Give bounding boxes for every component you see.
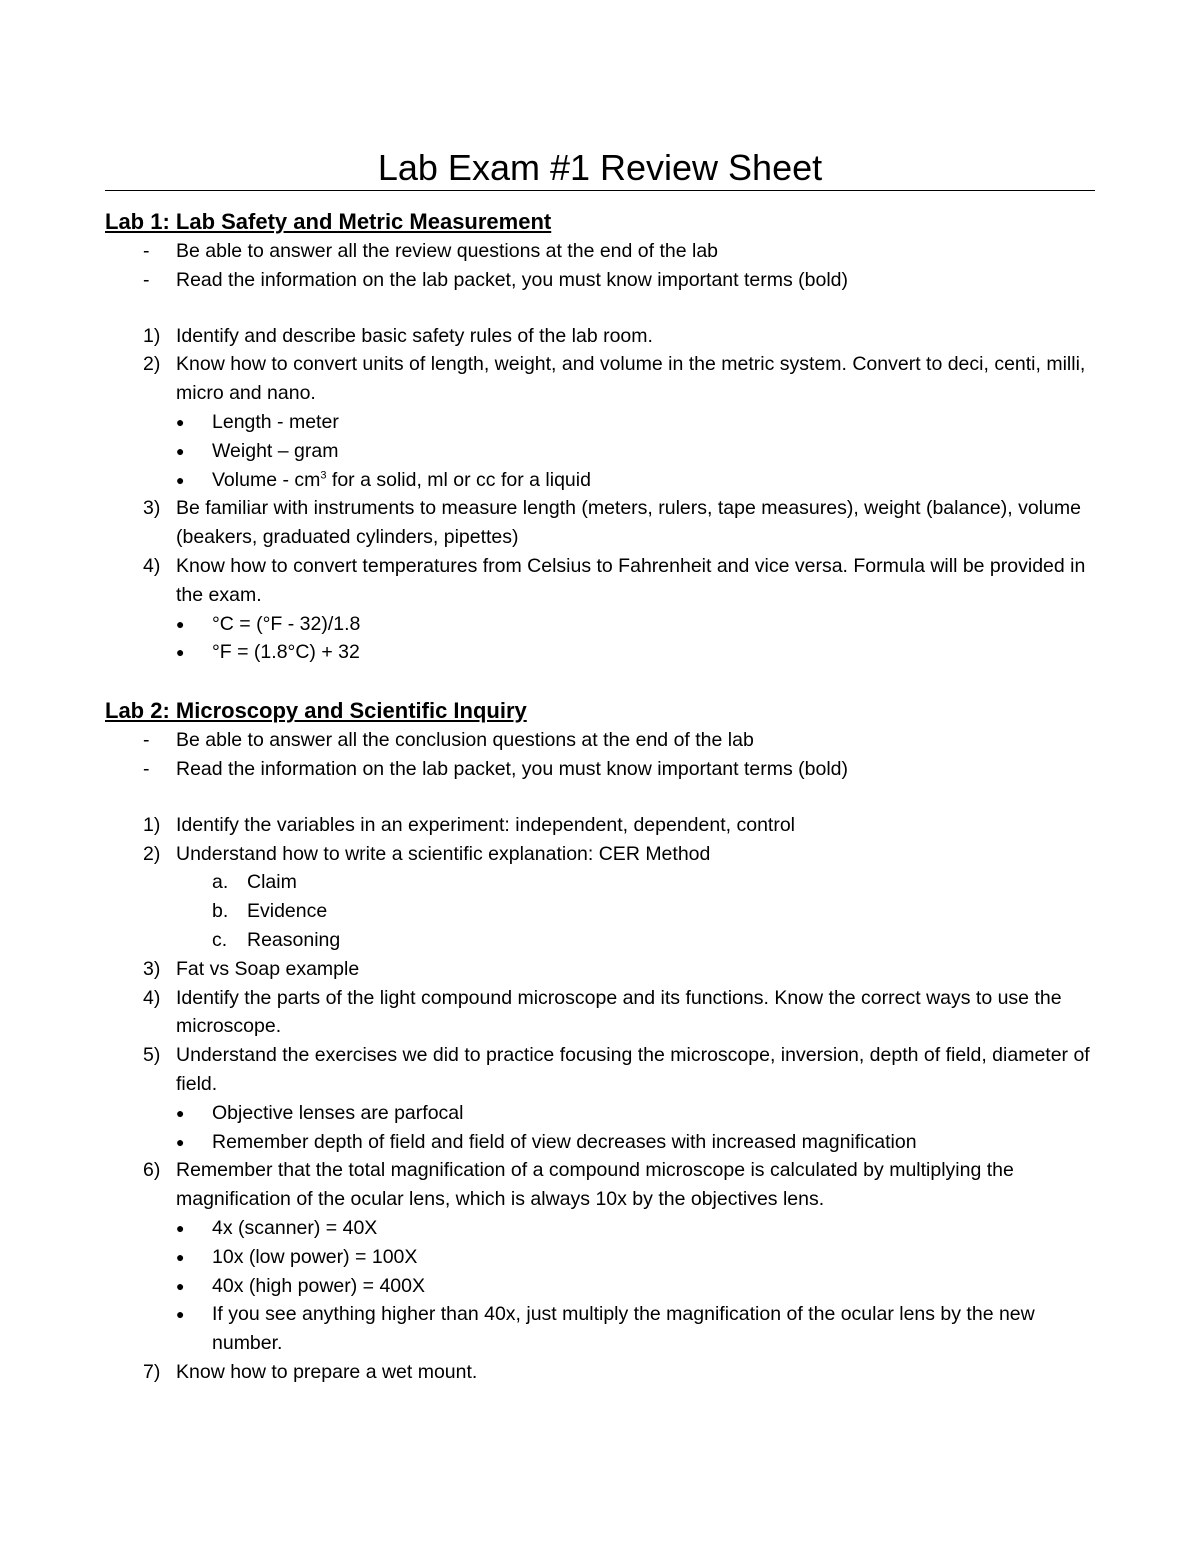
lettered-item: c. Reasoning: [212, 928, 341, 951]
list-item: 7) Know how to prepare a wet mount.: [143, 1360, 478, 1383]
bullet-list: [176, 610, 1095, 668]
lettered-item: a. Claim: [212, 871, 297, 894]
bullet-icon: ●: [176, 442, 185, 459]
bullet-icon: ●: [176, 1133, 185, 1150]
superscript: 3: [320, 469, 327, 482]
bullet-item: ● °C = (°F - 32)/1.8: [105, 610, 1095, 639]
bullet-item: ● Length - meter: [105, 408, 1095, 437]
bullet-list: [176, 1214, 1095, 1358]
dash-marker: -: [143, 268, 150, 291]
list-item: 6) Remember that the total magnification of a compound microscope is calculated by multiplying the magnification of the ocular lens, which is always 10x by the objectives lens. ● 4x (scanner) = 40X ● 10x (low power) = 100X ● 40x (high power) = 400X ● If you see anything higher than 40x, just multiply the magnification of the ocular lens by the new number.: [105, 1156, 1095, 1358]
title-rule: [105, 190, 1095, 191]
bullet-item: ● 40x (high power) = 400X: [105, 1272, 1095, 1301]
bullet-item: ● Objective lenses are parfocal: [105, 1099, 1095, 1128]
list-item: 3) Be familiar with instruments to measure length (meters, rulers, tape measures), weight (balance), volume (beakers, graduated cylinders, pipettes): [143, 497, 1081, 549]
document-body: [105, 207, 1095, 1387]
bullet-icon: ●: [176, 1277, 185, 1294]
section-heading-lab-2: Lab 2: Microscopy and Scientific Inquiry: [105, 698, 527, 724]
numbered-list: [105, 811, 1095, 1387]
notes-list: [105, 726, 1095, 784]
bullet-item: ● Weight – gram: [105, 437, 1095, 466]
bullet-list: [176, 408, 1095, 494]
bullet-item: ● Volume - $cm^3$ for a solid, ml or cc for a liquid: [105, 466, 1095, 495]
numbered-list: [105, 322, 1095, 668]
note-item: - Be able to answer all the review questions at the end of the lab: [105, 237, 1095, 266]
bullet-item: ● If you see anything higher than 40x, just multiply the magnification of the ocular lens by the new number.: [105, 1300, 1095, 1358]
dash-marker: -: [143, 757, 150, 780]
bullet-item: ● 4x (scanner) = 40X: [105, 1214, 1095, 1243]
list-item: 4) Identify the parts of the light compound microscope and its functions. Know the correct ways to use the microscope.: [143, 986, 1062, 1038]
bullet-icon: ●: [176, 1219, 185, 1236]
bullet-icon: ●: [176, 1306, 185, 1323]
dash-marker: -: [143, 240, 150, 262]
bullet-list: [176, 1099, 1095, 1157]
note-item: - Be able to answer all the conclusion questions at the end of the lab: [105, 726, 1095, 755]
lettered-list: [176, 868, 1095, 954]
page-title: Lab Exam #1 Review Sheet: [377, 147, 823, 188]
bullet-item: ● 10x (low power) = 100X: [105, 1243, 1095, 1272]
bullet-icon: ●: [176, 471, 185, 488]
bullet-icon: ●: [176, 1248, 185, 1265]
list-item: 5) Understand the exercises we did to practice focusing the microscope, inversion, depth of field, diameter of field. ● Objective lenses are parfocal ● Remember depth of field and field of view decreases with increased magnification: [105, 1041, 1095, 1156]
bullet-icon: ●: [176, 1104, 185, 1121]
note-item: - Read the information on the lab packet, you must know important terms (bold): [105, 755, 1095, 784]
bullet-item: ● °F = (1.8°C) + 32: [105, 638, 1095, 667]
list-item: 1) Identify and describe basic safety rules of the lab room.: [143, 324, 653, 347]
bullet-icon: ●: [176, 644, 185, 661]
list-item: 4) Know how to convert temperatures from Celsius to Fahrenheit and vice versa. Formula will be provided in the exam. ● °C = (°F - 32)/1.8 ● °F = (1.8°C) + 32: [105, 552, 1095, 667]
bullet-item: ● Remember depth of field and field of view decreases with increased magnification: [105, 1128, 1095, 1157]
list-item: 2) Understand how to write a scientific explanation: CER Method a. Claim b. Evidence c. Reasoning: [105, 840, 1095, 955]
section-heading-lab-1: Lab 1: Lab Safety and Metric Measurement: [105, 209, 552, 234]
bullet-icon: ●: [176, 615, 185, 632]
bullet-icon: ●: [176, 413, 185, 430]
note-item: - Read the information on the lab packet, you must know important terms (bold): [105, 266, 1095, 295]
list-item: 1) Identify the variables in an experiment: independent, dependent, control: [143, 813, 796, 836]
notes-list: [105, 237, 1095, 295]
list-item: 3) Fat vs Soap example: [143, 957, 360, 980]
dash-marker: -: [143, 729, 150, 752]
lettered-item: b. Evidence: [212, 900, 328, 923]
list-item: 2) Know how to convert units of length, weight, and volume in the metric system. Convert to deci, centi, milli, micro and nano. ● Length - meter ● Weight – gram ● Volume - $cm^3$ for a solid, ml or cc for a liquid: [105, 350, 1095, 494]
